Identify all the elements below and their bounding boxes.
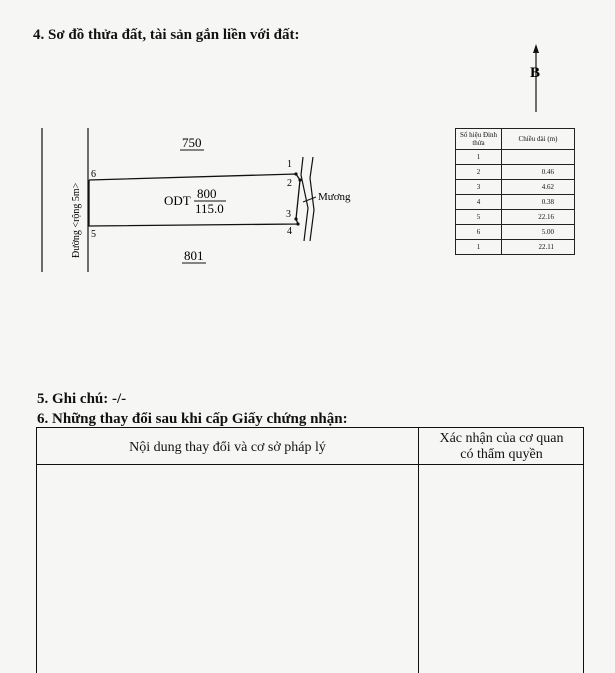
section-4-title: 4. Sơ đồ thửa đất, tài sản gắn liền với đất: xyxy=(33,27,300,43)
parcel-area: 115.0 xyxy=(195,201,224,216)
edge-length-table xyxy=(455,128,575,255)
north-label: B xyxy=(530,65,541,81)
table-header-vertex: Số hiệu Đỉnh thửa xyxy=(456,129,502,150)
length-cell: 4.62 xyxy=(502,180,575,195)
parcel-boundary xyxy=(89,174,300,226)
length-cell: 0.38 xyxy=(502,195,575,210)
changes-table xyxy=(36,427,584,673)
column-header-confirmation xyxy=(420,431,583,463)
table-row xyxy=(456,210,575,225)
vertex-cell: 4 xyxy=(456,195,502,210)
vertex-label: 5 xyxy=(91,229,96,240)
parcel-above-number: 750 xyxy=(182,135,202,150)
vertex-cell: 1 xyxy=(456,240,502,255)
parcel-number: 800 xyxy=(197,186,217,201)
vertex-label: 6 xyxy=(91,169,96,180)
table-row xyxy=(456,240,575,255)
canal-label: Mương xyxy=(318,191,351,203)
table-row xyxy=(456,165,575,180)
confirmation-line-1: Xác nhận của cơ quan xyxy=(439,431,564,446)
length-cell: 22.16 xyxy=(502,210,575,225)
section-5-title: 5. Ghi chú: -/- xyxy=(37,391,127,407)
vertex-cell: 3 xyxy=(456,180,502,195)
vertex-label: 1 xyxy=(287,159,292,170)
length-cell xyxy=(502,150,575,165)
vertex-cell: 5 xyxy=(456,210,502,225)
parcel-below-number: 801 xyxy=(184,248,204,263)
column-header-content: Nội dung thay đổi và cơ sở pháp lý xyxy=(129,440,326,455)
table-row xyxy=(456,225,575,240)
confirmation-line-2: có thẩm quyền xyxy=(460,447,543,462)
canal-line-left xyxy=(301,157,308,241)
canal-leader xyxy=(303,197,316,202)
table-row xyxy=(456,195,575,210)
land-type: ODT xyxy=(164,193,191,208)
vertex-cell: 1 xyxy=(456,150,502,165)
road-label: Đường <rộng 5m> xyxy=(71,182,82,258)
vertex-label: 2 xyxy=(287,178,292,189)
column-divider xyxy=(418,428,419,673)
vertex-cell: 6 xyxy=(456,225,502,240)
table-header-length: Chiều dài (m) xyxy=(502,129,575,150)
length-cell: 22.11 xyxy=(502,240,575,255)
vertex-cell: 2 xyxy=(456,165,502,180)
table-row xyxy=(456,150,575,165)
table-row xyxy=(456,180,575,195)
length-cell: 0.46 xyxy=(502,165,575,180)
length-cell: 5.00 xyxy=(502,225,575,240)
vertex-label: 3 xyxy=(286,209,291,220)
section-6-title: 6. Những thay đổi sau khi cấp Giấy chứng nhận: xyxy=(37,411,348,427)
vertex-label: 4 xyxy=(287,226,292,237)
